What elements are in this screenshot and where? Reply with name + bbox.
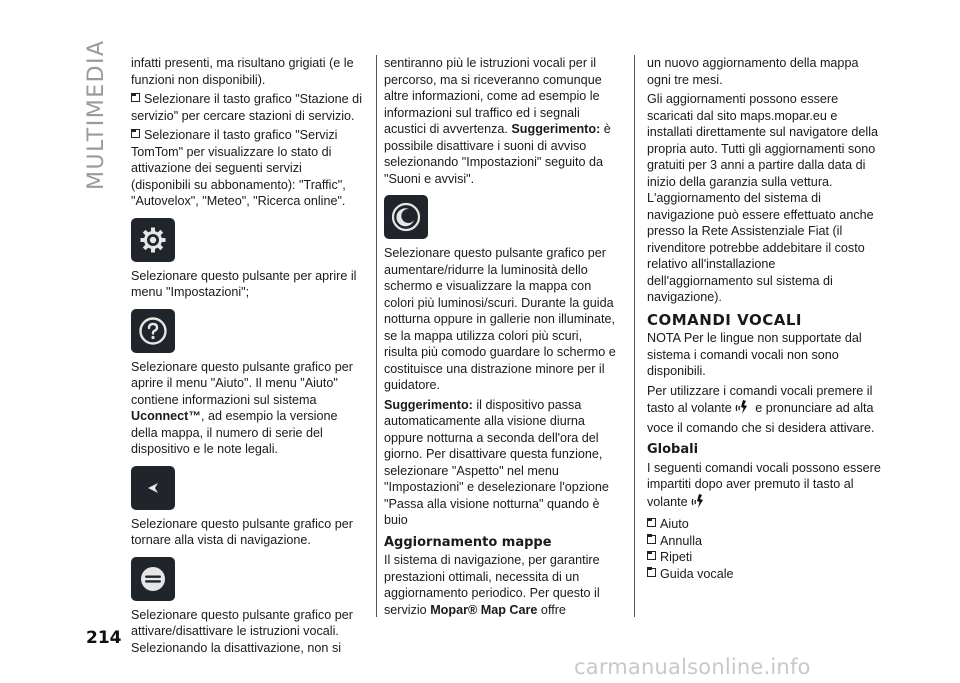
list-item xyxy=(647,549,882,566)
voice-description: Selezionare questo pulsante grafico per attivare/disattivare le istruzioni vocali. Selezionando la disattivazione, non si xyxy=(131,607,353,655)
voice-command-list xyxy=(647,516,882,582)
bullet-icon xyxy=(647,535,656,544)
column-divider xyxy=(376,55,377,617)
paragraph-text: offre xyxy=(537,602,566,617)
bullet-icon xyxy=(131,93,140,102)
paragraph: un nuovo aggiornamento della mappa ogni tre mesi. xyxy=(647,56,859,87)
section-title: MULTIMEDIA xyxy=(84,39,109,190)
bullet-text: Selezionare il tasto grafico "Servizi TomTom" per visualizzare lo stato di attivazione dei seguenti servizi (disponibili su abbonamento): "Traffic", "Autovelox", "Meteo", "Ricerca online". xyxy=(131,128,346,208)
paragraph-text: è possibile disattivare i suoni di avviso selezionando "Impostazioni" seguito da "Suoni e avvisi". xyxy=(384,122,611,186)
paragraph-text: il dispositivo passa automaticamente alla visione diurna oppure notturna a seconda dell'ora del giorno. Per disattivare questa funzione, selezionare "Aspetto" nel menu "Impostazioni" e deselezionare l'opzione "Passa alla visione notturna" quando è buio xyxy=(384,397,609,527)
column-3 xyxy=(647,55,882,582)
paragraph xyxy=(647,383,882,437)
help-text: Selezionare questo pulsante grafico per aprire il menu "Aiuto". Il menu "Aiuto" contiene informazioni sul sistema xyxy=(131,359,353,407)
paragraph xyxy=(384,55,619,187)
night-mode-description: Selezionare questo pulsante grafico per aumentare/ridurre la luminosità dello schermo e visualizzare la mappa con colori più luminosi/scuri. Durante la guida notturna oppure in gallerie non illuminate, se la mappa utilizza colori più scuri, risulta più comodo guardare lo schermo e costituisce una distrazione minore per il guidatore. xyxy=(384,246,616,392)
list-item-label: Aiuto xyxy=(660,517,689,531)
paragraph: Gli aggiornamenti possono essere scaricati dal sito maps.mopar.eu e installati direttamente sul navigatore della propria auto. Tutti gli aggiornamenti sono gratuiti per 3 anni a partire dalla data di inizio della garanzia sulla vettura. L'aggiornamento del sistema di navigazione può essere effettuato anche presso la Rete Assistenziale Fiat (il rivenditore potrebbe addebitare il costo relativo all'installazione dell'aggiornamento sul sistema di navigazione). xyxy=(647,92,879,304)
note: NOTA Per le lingue non supportate dal sistema i comandi vocali non sono disponibili. xyxy=(647,331,862,378)
back-description: Selezionare questo pulsante grafico per tornare alla vista di navigazione. xyxy=(131,516,353,547)
help-description xyxy=(131,359,364,458)
navigation-arrow-icon xyxy=(131,466,175,510)
list-item-label: Ripeti xyxy=(660,550,693,564)
list-item-label: Guida vocale xyxy=(660,566,734,581)
list-item xyxy=(647,516,882,533)
map-care-label: Mopar® Map Care xyxy=(430,602,538,617)
tip-label: Suggerimento: xyxy=(511,122,601,136)
paragraph-text: sentiranno più le istruzioni vocali per il percorso, ma si riceveranno comunque altre informazioni, come ad esempio le informazioni sul traffico ed i segnali acustici di avvertenza. xyxy=(384,56,602,136)
night-mode-icon xyxy=(384,195,428,239)
tip-label: Suggerimento: xyxy=(384,397,473,412)
bullet-text: Selezionare il tasto grafico "Stazione di servizio" per cercare stazioni di servizio. xyxy=(131,92,362,123)
bullet-icon xyxy=(647,518,656,527)
paragraph: infatti presenti, ma risultano grigiati (e le funzioni non disponibili). xyxy=(131,56,354,87)
paragraph-text: e pronunciare ad alta voce il comando che si desidera attivare. xyxy=(647,401,875,435)
paragraph-text: Per utilizzare i comandi vocali premere il tasto al volante xyxy=(647,383,873,415)
list-item xyxy=(647,566,882,583)
heading-voice-commands: COMANDI VOCALI xyxy=(647,310,802,329)
watermark: carmanualsonline.info xyxy=(574,655,811,679)
page-number: 214 xyxy=(86,628,122,648)
settings-icon xyxy=(131,218,175,262)
bullet-item xyxy=(131,127,364,210)
column-1 xyxy=(131,55,364,659)
bullet-icon xyxy=(647,568,656,577)
paragraph-text: Il sistema di navigazione, per garantire prestazioni ottimali, necessita di un aggiornamento periodico. Per questo il servizio xyxy=(384,553,600,617)
steering-voice-button-icon xyxy=(734,399,750,420)
steering-voice-button-icon xyxy=(690,493,706,514)
settings-description: Selezionare questo pulsante per aprire il menu "Impostazioni"; xyxy=(131,268,357,299)
help-icon xyxy=(131,309,175,353)
paragraph-text: I seguenti comandi vocali possono essere impartiti dopo aver premuto il tasto al volante xyxy=(647,460,881,509)
voice-guidance-icon xyxy=(131,557,175,601)
heading-global: Globali xyxy=(647,442,699,457)
uconnect-label: Uconnect™ xyxy=(131,409,201,423)
list-item-label: Annulla xyxy=(660,533,703,548)
paragraph xyxy=(384,397,619,529)
bullet-item xyxy=(131,91,364,124)
column-2 xyxy=(384,55,619,621)
bullet-icon xyxy=(131,129,140,138)
heading-map-update: Aggiornamento mappe xyxy=(384,534,552,550)
bullet-icon xyxy=(647,551,656,560)
help-text: , ad esempio la versione della mappa, il numero di serie del dispositivo e le note legali. xyxy=(131,409,338,456)
paragraph xyxy=(647,460,882,514)
column-divider xyxy=(634,55,635,617)
paragraph xyxy=(384,552,619,618)
list-item xyxy=(647,533,882,550)
